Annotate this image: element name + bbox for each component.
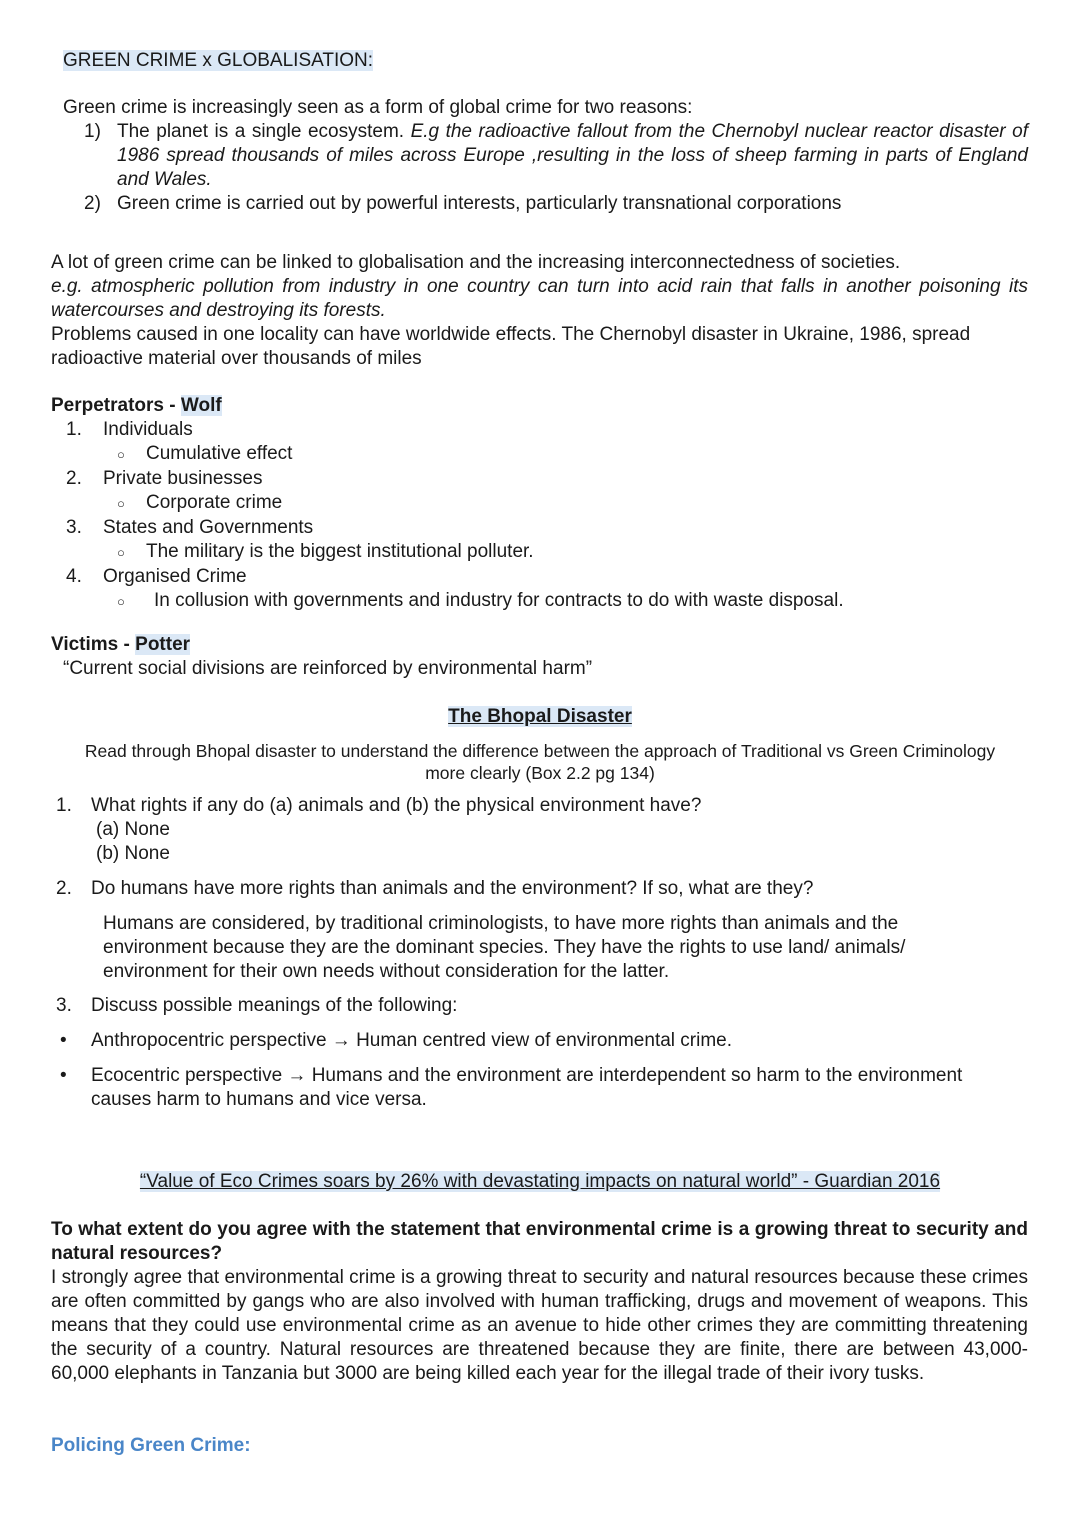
- bhopal-instruction: [40, 740, 1040, 784]
- perpetrator-sub-text: The military is the biggest institutional polluter.: [146, 541, 534, 562]
- guardian-headline-row: [0, 1170, 1080, 1194]
- perpetrator-subitem: [51, 589, 1028, 614]
- anthropocentric-item: [60, 1029, 1020, 1053]
- guardian-section: [51, 1218, 1028, 1386]
- perpetrators-heading: [51, 394, 1028, 418]
- perpetrator-item: [51, 565, 1028, 589]
- victims-label: Victims -: [51, 634, 136, 655]
- victims-author: Potter: [135, 634, 191, 655]
- reason-2-marker: 2): [84, 193, 101, 214]
- perpetrator-number: 1.: [66, 419, 82, 440]
- perpetrator-label: Private businesses: [103, 468, 263, 489]
- perpetrator-sub-text: In collusion with governments and industry for contracts to do with waste disposal.: [154, 590, 844, 611]
- question-text: What rights if any do (a) animals and (b) the physical environment have?: [91, 795, 702, 816]
- bhopal-title: The Bhopal Disaster: [448, 706, 632, 727]
- question-2-answer: Humans are considered, by traditional criminologists, to have more rights than animals and the environment because they are the dominant species. They have the rights to use land/ animals/ environment for their own needs without consideration for the latter.: [103, 913, 906, 982]
- guardian-headline: “Value of Eco Crimes soars by 26% with devastating impacts on natural world” - Guardian 2016: [139, 1171, 941, 1192]
- perpetrator-sub-text: Corporate crime: [146, 492, 283, 513]
- bhopal-instruction-line: Read through Bhopal disaster to understand the difference between the approach of Traditional vs Green Criminology: [84, 741, 996, 761]
- hollow-bullet-icon: ○: [117, 545, 125, 560]
- victims-section: [51, 633, 1028, 681]
- hollow-bullet-icon: ○: [117, 447, 125, 462]
- question-number: 1.: [56, 795, 72, 816]
- bullet-icon: •: [60, 1030, 67, 1051]
- globalisation-line: A lot of green crime can be linked to globalisation and the increasing interconnectedness of societies.: [51, 252, 901, 273]
- answer-b: (b) None: [96, 843, 170, 864]
- reason-1: [63, 120, 1028, 192]
- question-number: 2.: [56, 878, 72, 899]
- perpetrator-subitem: [51, 540, 1028, 565]
- answer-a: (a) None: [96, 819, 170, 840]
- anthropocentric-text: Anthropocentric perspective → Human centred view of environmental crime.: [91, 1030, 733, 1051]
- perpetrator-subitem: [51, 491, 1028, 516]
- intro-section: [63, 96, 1028, 216]
- reason-1-marker: 1): [84, 121, 101, 142]
- hollow-bullet-icon: ○: [117, 496, 125, 511]
- reason-1-text: The planet is a single ecosystem.: [117, 121, 411, 142]
- bhopal-question-3: [56, 994, 1026, 1018]
- perpetrator-number: 3.: [66, 517, 82, 538]
- victims-heading: [51, 633, 1028, 657]
- reason-1-example: E.g the radioactive fallout from the Chernobyl nuclear reactor disaster of 1986 spread thousands of miles across Europe ,resulting in the loss of sheep farming in parts of England and Wales.: [117, 121, 1028, 190]
- reason-2: [63, 192, 1028, 216]
- hollow-bullet-icon: ○: [117, 594, 125, 609]
- bhopal-question-1: [56, 794, 1026, 866]
- bhopal-question-2: [56, 877, 1026, 901]
- intro-lead: Green crime is increasingly seen as a form of global crime for two reasons:: [63, 97, 693, 118]
- perpetrator-item: [51, 467, 1028, 491]
- essay-answer: I strongly agree that environmental crime is a growing threat to security and natural resources because these crimes are often committed by gangs who are also involved with human trafficking, drugs and movement of weapons. This means that they could use environmental crime as an avenue to hide other crimes they are committing threatening the security of a country. Natural resources are threatened because they are finite, there are between 43,000- 60,000 elephants in Tanzania but 3000 are being killed each year for the illegal trade of their ivory tusks.: [51, 1267, 1028, 1384]
- perpetrator-label: Individuals: [103, 419, 193, 440]
- perpetrator-label: Organised Crime: [103, 566, 247, 587]
- ecocentric-item: [60, 1064, 1020, 1112]
- perpetrator-sub-text: Cumulative effect: [146, 443, 293, 464]
- page-heading-text: GREEN CRIME x GLOBALISATION:: [63, 50, 374, 71]
- bhopal-title-row: [0, 705, 1080, 729]
- perpetrator-subitem: [51, 442, 1028, 467]
- question-text: Discuss possible meanings of the following:: [91, 995, 458, 1016]
- globalisation-section: [51, 251, 1028, 371]
- globalisation-effects: Problems caused in one locality can have worldwide effects. The Chernobyl disaster in Ukraine, 1986, spread radioactive material over thousands of miles: [51, 324, 971, 369]
- bhopal-instruction-line: more clearly (Box 2.2 pg 134): [425, 763, 655, 783]
- perpetrator-label: States and Governments: [103, 517, 314, 538]
- policing-heading: Policing Green Crime:: [51, 1435, 251, 1456]
- question-text: Do humans have more rights than animals and the environment? If so, what are they?: [91, 878, 814, 899]
- ecocentric-text: Ecocentric perspective → Humans and the environment are interdependent so harm to the environment causes harm to humans and vice versa.: [91, 1065, 963, 1110]
- essay-question: To what extent do you agree with the statement that environmental crime is a growing threat to security and natural resources?: [51, 1219, 1028, 1264]
- perpetrator-item: [51, 418, 1028, 442]
- perpetrators-label: Perpetrators -: [51, 395, 181, 416]
- victims-quote: “Current social divisions are reinforced by environmental harm”: [63, 658, 593, 679]
- page-heading: [63, 49, 373, 73]
- perpetrators-section: [51, 394, 1028, 614]
- perpetrator-number: 2.: [66, 468, 82, 489]
- globalisation-example: e.g. atmospheric pollution from industry in one country can turn into acid rain that falls in another poisoning its watercourses and destroying its forests.: [51, 276, 1028, 321]
- bullet-icon: •: [60, 1065, 67, 1086]
- question-number: 3.: [56, 995, 72, 1016]
- perpetrator-item: [51, 516, 1028, 540]
- reason-2-text: Green crime is carried out by powerful interests, particularly transnational corporations: [117, 193, 842, 214]
- perpetrators-author: Wolf: [180, 395, 222, 416]
- perpetrator-number: 4.: [66, 566, 82, 587]
